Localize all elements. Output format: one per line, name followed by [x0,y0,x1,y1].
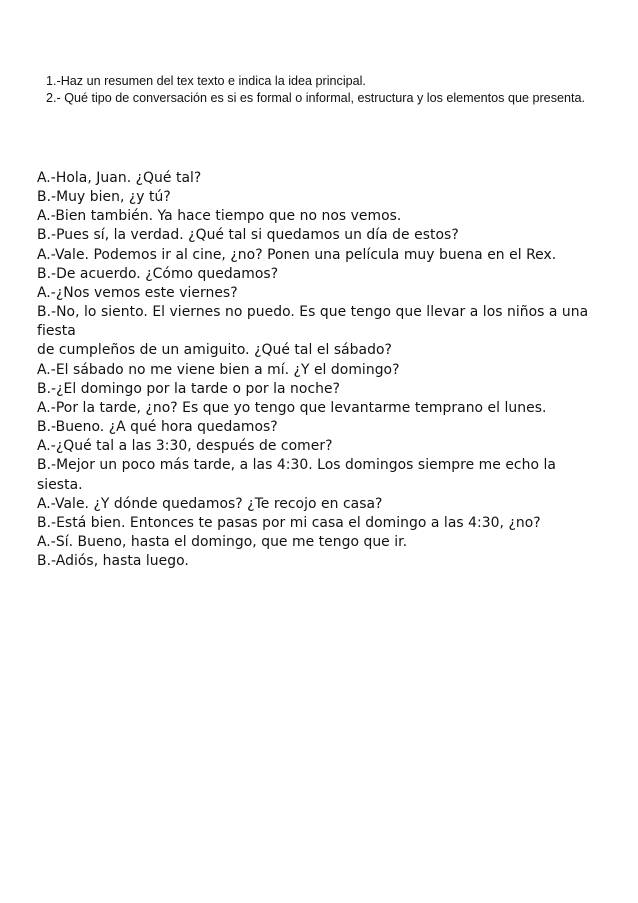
dialogue-line: de cumpleños de un amiguito. ¿Qué tal el sábado? [37,342,392,359]
dialogue-line: B.-No, lo siento. El viernes no puedo. Es que tengo que llevar a los niños a una fiesta [37,304,593,340]
dialogue-line: A.-Vale. Podemos ir al cine, ¿no? Ponen una película muy buena en el Rex. [37,246,557,263]
dialogue-line: B.-Muy bien, ¿y tú? [37,189,171,206]
dialogue-line: A.-¿Nos vemos este viernes? [37,284,238,301]
dialogue-line: B.-Pues sí, la verdad. ¿Qué tal si quedamos un día de estos? [37,227,459,244]
dialogue [37,169,597,571]
dialogue-line: B.-¿El domingo por la tarde o por la noche? [37,380,341,397]
dialogue-line: A.-Hola, Juan. ¿Qué tal? [37,170,202,186]
instruction-2: 2.- Qué tipo de conversación es si es formal o informal, estructura y los elementos que presenta. [46,90,585,105]
instruction-1: 1.-Haz un resumen del tex texto e indica la idea principal. [46,74,366,88]
dialogue-line: A.-Sí. Bueno, hasta el domingo, que me tengo que ir. [37,533,408,550]
dialogue-line: B.-Mejor un poco más tarde, a las 4:30. Los domingos siempre me echo la siesta. [37,457,561,493]
dialogue-line: B.-Bueno. ¿A qué hora quedamos? [37,419,278,436]
dialogue-line: A.-Bien también. Ya hace tiempo que no nos vemos. [37,208,402,225]
dialogue-line: A.-¿Qué tal a las 3:30, después de comer? [37,438,333,455]
instructions [46,73,606,106]
dialogue-line: B.-De acuerdo. ¿Cómo quedamos? [37,265,279,282]
dialogue-line: B.-Adiós, hasta luego. [37,553,189,570]
dialogue-line: A.-Por la tarde, ¿no? Es que yo tengo que levantarme temprano el lunes. [37,399,547,416]
dialogue-line: B.-Está bien. Entonces te pasas por mi casa el domingo a las 4:30, ¿no? [37,514,541,531]
dialogue-line: A.-Vale. ¿Y dónde quedamos? ¿Te recojo en casa? [37,495,383,512]
dialogue-line: A.-El sábado no me viene bien a mí. ¿Y el domingo? [37,361,400,378]
